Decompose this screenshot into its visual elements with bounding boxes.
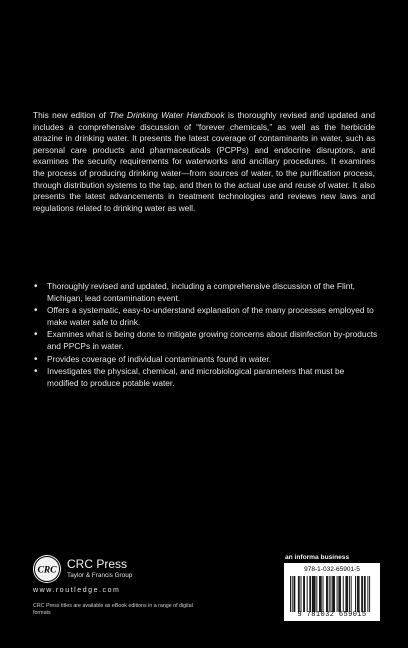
barcode-bar	[329, 576, 330, 612]
barcode-bar	[312, 576, 313, 612]
informa-tagline: an informa business	[285, 554, 350, 561]
barcode-bar	[320, 576, 321, 612]
barcode-bar	[332, 576, 333, 612]
barcode-bar	[340, 576, 341, 612]
barcode-bar	[343, 576, 344, 612]
barcode-bar	[364, 576, 365, 612]
barcode-bar	[301, 576, 302, 612]
logo-badge-text: CRC	[37, 565, 57, 576]
feature-item: • Examines what is being done to mitigate growing concerns about disinfection by-products and PPCPs in water.	[33, 329, 378, 352]
barcode-bar	[339, 576, 340, 612]
barcode-bar	[361, 576, 362, 612]
barcode-bar	[319, 576, 320, 612]
barcode-bar	[327, 576, 328, 612]
book-title: The Drinking Water Handbook	[109, 110, 225, 120]
feature-item: • Offers a systematic, easy-to-understand explanation of the many processes employed to make water safe to drink.	[33, 305, 378, 328]
barcode-bar	[304, 576, 305, 612]
barcode-bar	[303, 576, 304, 612]
barcode-bar	[346, 576, 347, 612]
barcode-bar	[334, 576, 335, 612]
barcode-bar	[307, 576, 308, 612]
barcode-bar	[310, 576, 311, 612]
barcode-bar	[349, 576, 350, 612]
feature-item: • Investigates the physical, chemical, and microbiological parameters that must be modified to produce potable water.	[33, 366, 378, 389]
barcode-bar	[314, 576, 315, 612]
feature-item: • Thoroughly revised and updated, including a comprehensive discussion of the Flint, Michigan, lead contamination event.	[33, 281, 378, 304]
barcode-bar	[337, 576, 338, 612]
barcode-bar	[338, 576, 339, 612]
publisher-logo	[33, 555, 173, 585]
publisher-name: CRC Press	[67, 557, 128, 571]
barcode-bar	[294, 576, 295, 612]
feature-item: • Provides coverage of individual contaminants found in water.	[33, 354, 378, 366]
barcode-bar	[333, 576, 334, 612]
barcode-bar	[367, 576, 368, 612]
barcode-bar	[351, 576, 352, 612]
crc-logo-icon	[33, 555, 61, 583]
barcode-bar	[321, 576, 322, 612]
barcode-bar	[316, 576, 317, 612]
description-intro: This new edition of	[33, 110, 110, 120]
barcode-bar	[359, 576, 360, 612]
isbn-number: 978-1-032-65901-5	[304, 566, 360, 573]
publisher-website: www.routledge.com	[33, 587, 121, 594]
description-body: is thoroughly revised and updated and includes a comprehensive discussion of “forever chemicals,” as well as the herbicide atrazine in drinking water. It presents the latest coverage of contaminants in water, such as personal care products and pharmaceuticals (PCPPs) and endocrine disruptors, and examines the security requirements for waterworks and ancillary procedures. It examines the process of producing drinking water—from sources of water, to the purification process, through distribution systems to the tap, and then to the actual use and reuse of water. It also presents the latest advancements in treatment technologies and reviews new laws and regulations related to drinking water as well.	[33, 110, 375, 213]
barcode-bar	[290, 576, 291, 612]
barcode-bar	[292, 576, 293, 612]
publisher-group: Taylor & Francis Group	[67, 572, 133, 579]
barcode-bar	[365, 576, 366, 612]
ebook-note: CRC Press titles are available as eBook editions in a range of digital formats	[33, 603, 193, 617]
feature-list	[33, 281, 378, 390]
barcode-bar	[309, 576, 310, 612]
barcode-bar	[362, 576, 363, 612]
barcode-bar	[357, 576, 358, 612]
barcode-bar	[298, 576, 299, 612]
barcode-bar	[294, 576, 295, 612]
barcode-bar	[326, 576, 327, 612]
isbn-barcode	[284, 563, 380, 621]
barcode-bar	[358, 576, 359, 612]
barcode-bar	[355, 576, 356, 612]
barcode-bar	[323, 576, 324, 612]
barcode-bar	[313, 576, 314, 612]
barcode-bar	[345, 576, 346, 612]
barcode-bar	[369, 576, 370, 612]
barcode-bar	[347, 576, 348, 612]
barcode-bar	[330, 576, 331, 612]
barcode-bar	[299, 576, 300, 612]
ean-number: 9 781032 659015	[297, 611, 367, 619]
barcode-bar	[315, 576, 316, 612]
back-cover-description	[33, 110, 375, 214]
